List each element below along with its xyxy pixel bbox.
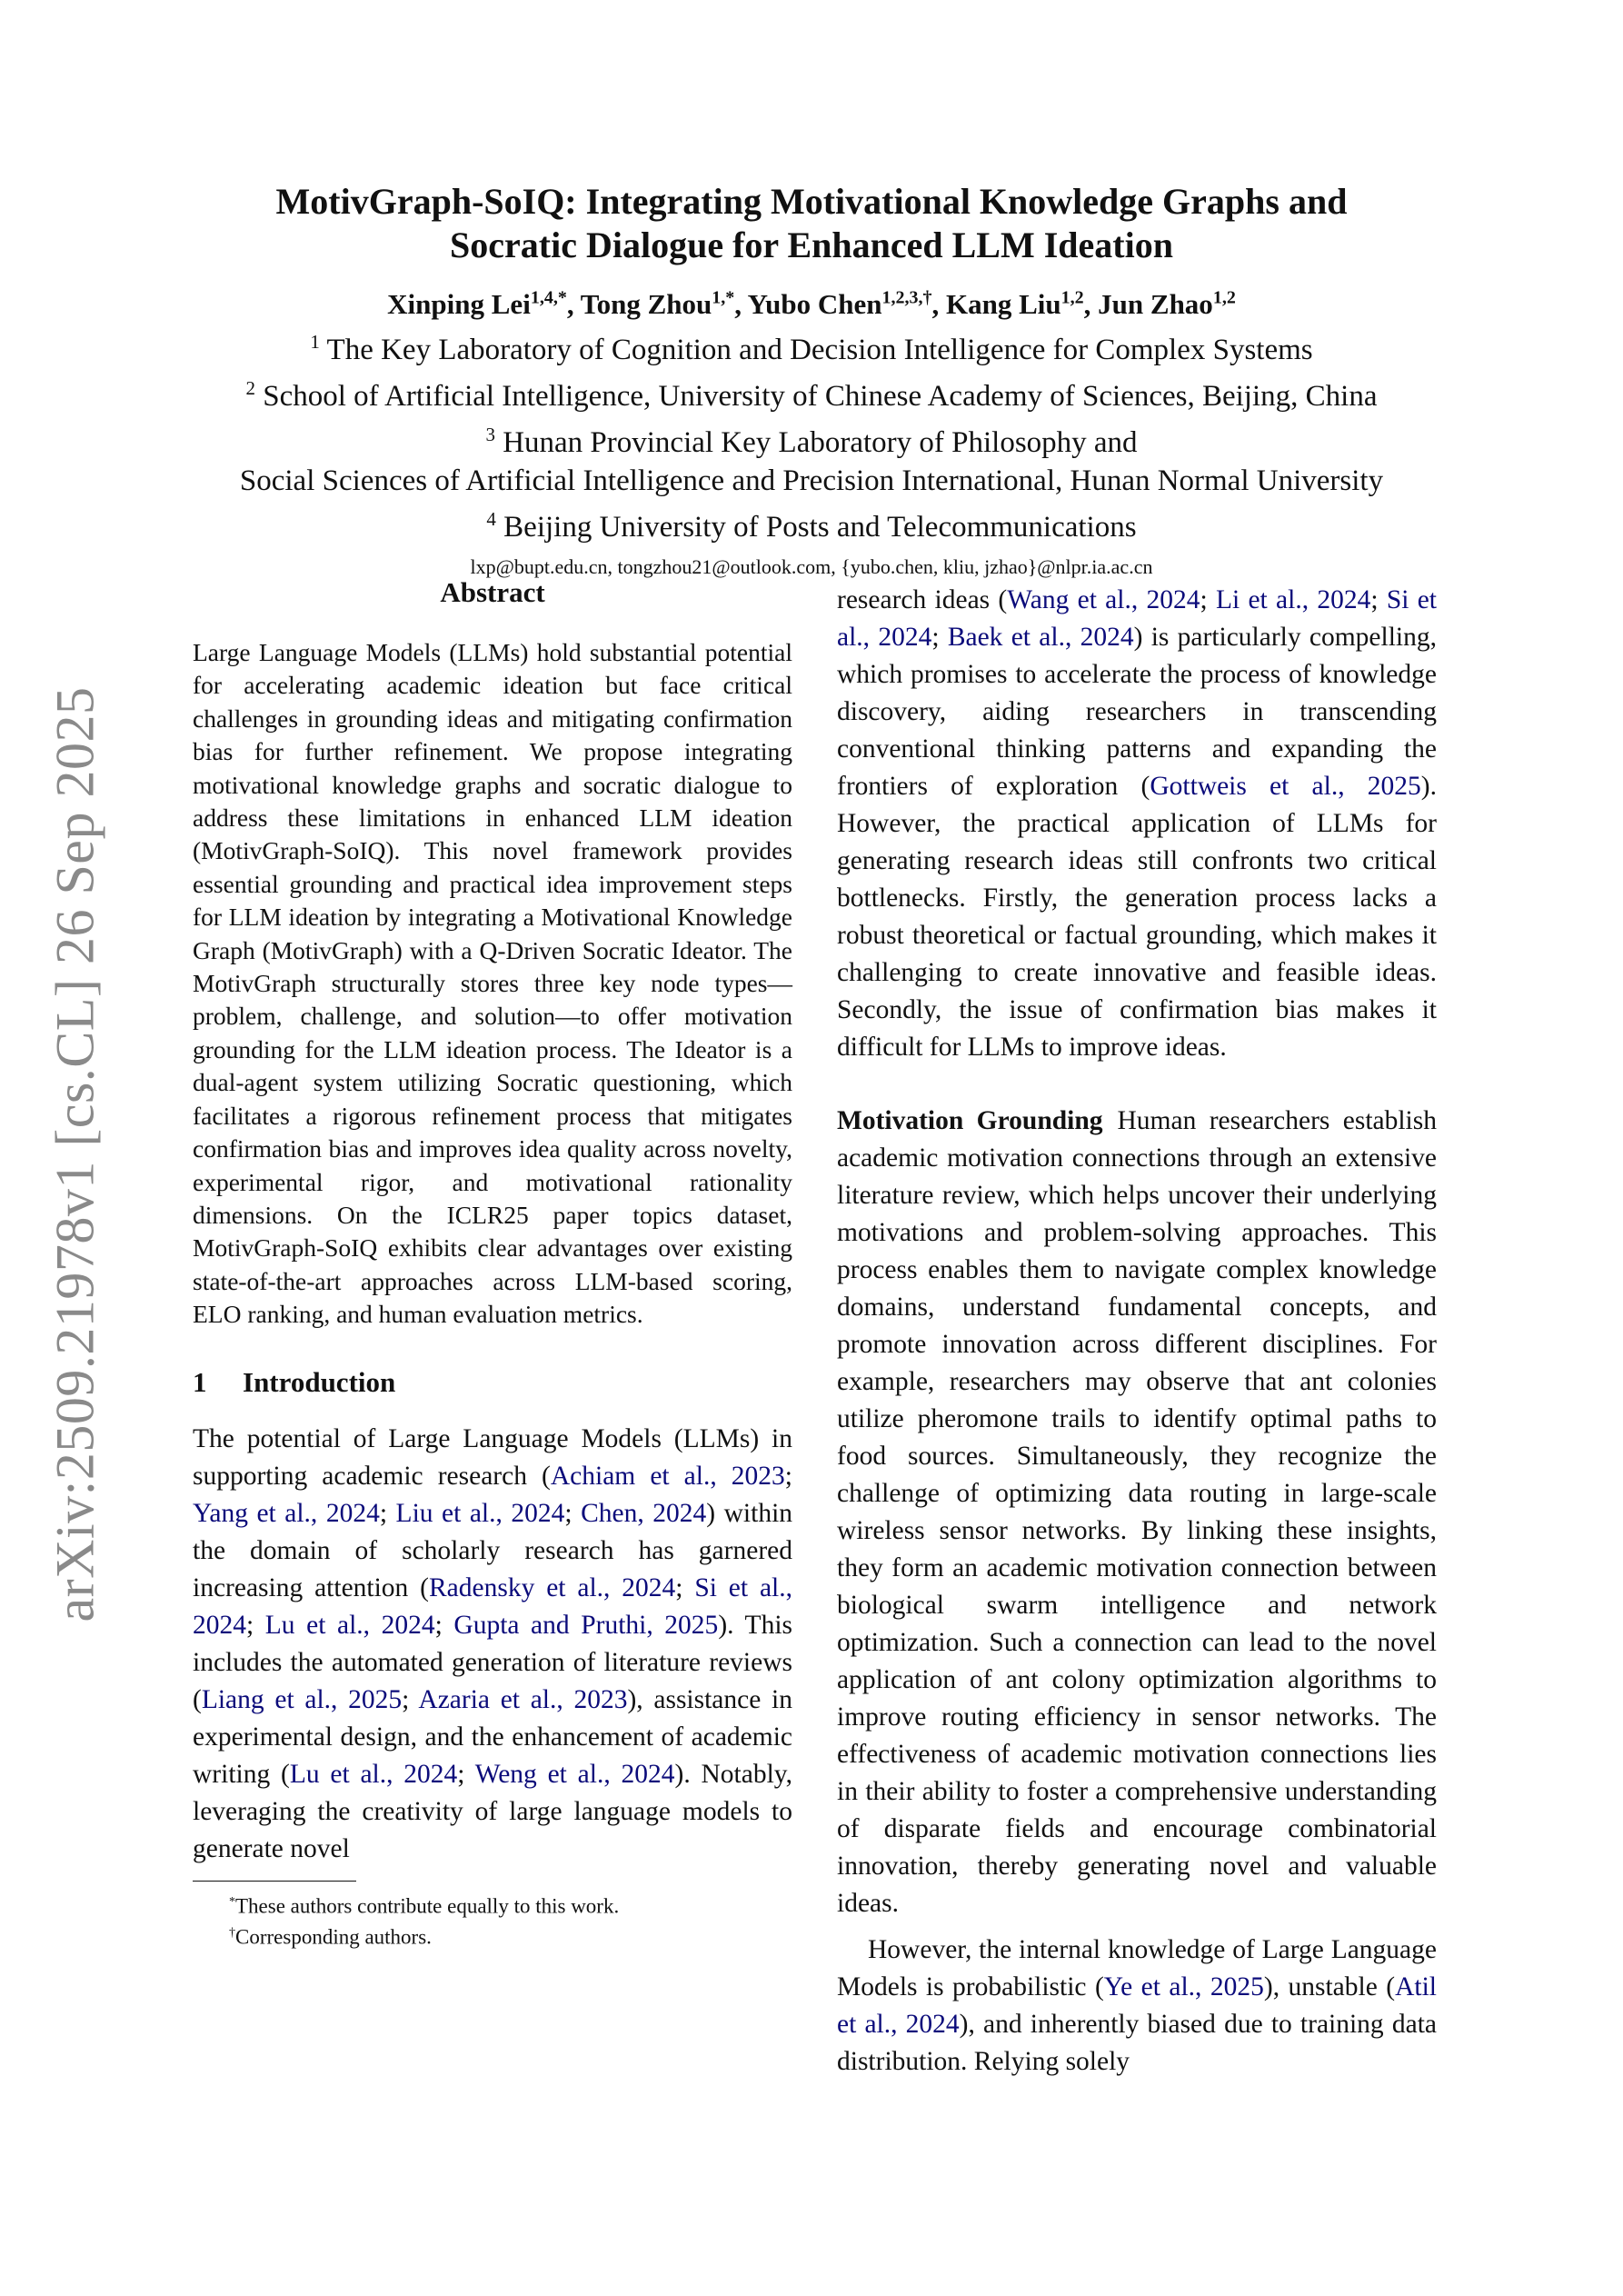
citation-link[interactable]: Si et al., 2024	[193, 1572, 792, 1640]
affiliation: $^3$ Hunan Provincial Key Laboratory of Philosophy and	[485, 424, 1138, 460]
arxiv-stamp-text: arXiv:2509.21978v1 [cs.CL] 26 Sep 2025	[45, 686, 105, 1622]
paper-title	[0, 180, 1623, 267]
affiliation: Social Sciences of Artificial Intelligence and Precision International, Hunan Normal University	[239, 464, 1384, 498]
intro-paragraph-3: However, the internal knowledge of Large Language Models is probabilistic (Ye et al., 2025), unstable (Atil et al., 2024), and inherently biased due to training data distribution. Relying solely	[837, 1935, 1437, 2076]
right-column	[837, 582, 1437, 2081]
author-emails: lxp@bupt.edu.cn, tongzhou21@outlook.com, {yubo.chen, kliu, jzhao}@nlpr.ia.ac.cn	[470, 555, 1153, 579]
citation-link[interactable]: Chen, 2024	[581, 1498, 707, 1528]
citation-link[interactable]: Achiam et al., 2023	[550, 1461, 785, 1491]
title-line-2: Socratic Dialogue for Enhanced LLM Ideation	[450, 225, 1173, 265]
citation-link[interactable]: Liang et al., 2025	[201, 1684, 403, 1714]
citation-link[interactable]: Liu et al., 2024	[395, 1498, 565, 1528]
footnote: *These authors contribute equally to this work.	[229, 1894, 620, 1918]
author: Kang Liu$^{1,2}$	[946, 288, 1084, 321]
left-column	[193, 573, 792, 1952]
author: Xinping Lei$^{1,4,*}$	[387, 288, 567, 321]
citation-link[interactable]: Gupta and Pruthi, 2025	[453, 1610, 719, 1640]
paper-header	[0, 180, 1623, 581]
affiliation: $^4$ Beijing University of Posts and Telecommunications	[486, 508, 1137, 544]
motivation-grounding-paragraph	[837, 1103, 1437, 1922]
motivation-text: Human researchers establish academic motivation connections through an extensive literature review, which helps uncover their underlying motivations and problem-solving approaches. This process enables them to navigate complex knowledge domains, understand fundamental concepts, and promote innovation across different disciplines. For example, researchers may observe that ant colonies utilize pheromone trails to identify optimal paths to food sources. Simultaneously, they recognize the challenge of optimizing data routing in large-scale wireless sensor networks. By linking these insights, they form an academic motivation connection between biological swarm intelligence and network optimization. Such a connection can lead to the novel application of ant colony optimization algorithms to improve routing efficiency in sensor networks. The effectiveness of academic motivation connections lies in their ability to foster a comprehensive understanding of disparate fields and encourage combinatorial innovation, thereby generating novel and valuable ideas.	[837, 1106, 1437, 1918]
arxiv-identifier-stamp	[44, 673, 107, 1636]
citation-link[interactable]: Yang et al., 2024	[193, 1498, 380, 1528]
title-line-1: MotivGraph-SoIQ: Integrating Motivational Knowledge Graphs and	[275, 181, 1348, 222]
footnote: †Corresponding authors.	[229, 1925, 432, 1949]
author: Jun Zhao$^{1,2}$	[1098, 288, 1236, 321]
citation-link[interactable]: Weng et al., 2024	[474, 1759, 675, 1789]
citation-link[interactable]: Li et al., 2024	[1215, 585, 1371, 614]
citation-link[interactable]: Lu et al., 2024	[264, 1610, 435, 1640]
abstract-heading: Abstract	[440, 576, 545, 608]
citation-link[interactable]: Gottweis et al., 2025	[1150, 772, 1421, 801]
affiliation: $^1$ The Key Laboratory of Cognition and Decision Intelligence for Complex Systems	[310, 331, 1313, 367]
citation-link[interactable]: Azaria et al., 2023	[418, 1684, 628, 1714]
author: Tong Zhou$^{1,*}$	[580, 288, 735, 321]
intro-paragraph-1-right: research ideas (Wang et al., 2024; Li et al., 2024; Si et al., 2024; Baek et al., 2024) is particularly compelling, which promises to accelerate the process of knowledge discovery, aiding researchers in transcending conventional thinking patterns and expanding the frontiers of exploration (Gottweis et al., 2025). However, the practical application of LLMs for generating research ideas still confronts two critical bottlenecks. Firstly, the generation process lacks a robust theoretical or factual grounding, which makes it challenging to create innovative and feasible ideas. Secondly, the issue of confirmation bias makes it difficult for LLMs to improve ideas.	[837, 585, 1437, 1062]
citation-link[interactable]: Ye et al., 2025	[1103, 1972, 1264, 2002]
citation-link[interactable]: Radensky et al., 2024	[429, 1572, 676, 1602]
citation-link[interactable]: Atil et al., 2024	[837, 1972, 1437, 2039]
abstract-text: Large Language Models (LLMs) hold substantial potential for accelerating academic ideation but face critical challenges in grounding ideas and mitigating confirmation bias for further refinement. We propose integrating motivational knowledge graphs and socratic dialogue to address these limitations in enhanced LLM ideation (MotivGraph-SoIQ). This novel framework provides essential grounding and practical idea improvement steps for LLM ideation by integrating a Motivational Knowledge Graph (MotivGraph) with a Q-Driven Socratic Ideator. The MotivGraph structurally stores three key node types—problem, challenge, and solution—to offer motivation grounding for the LLM ideation process. The Ideator is a dual-agent system utilizing Socratic questioning, which facilitates a rigorous refinement process that mitigates confirmation bias and improves idea quality across novelty, experimental rigor, and motivational rationality dimensions. On the ICLR25 paper topics dataset, MotivGraph-SoIQ exhibits clear advantages over existing state-of-the-art approaches across LLM-based scoring, ELO ranking, and human evaluation metrics.	[193, 638, 792, 1329]
citation-link[interactable]: Baek et al., 2024	[947, 623, 1134, 652]
section-number: 1	[193, 1365, 207, 1398]
citation-link[interactable]: Lu et al., 2024	[289, 1759, 458, 1789]
section-title: Introduction	[243, 1365, 396, 1398]
paragraph-run-in-heading: Motivation Grounding	[837, 1106, 1103, 1135]
citation-link[interactable]: Wang et al., 2024	[1007, 585, 1200, 614]
intro-paragraph-1-left: The potential of Large Language Models (LLMs) in supporting academic research (Achiam et al., 2023; Yang et al., 2024; Liu et al., 2024; Chen, 2024) within the domain of scholarly research has garnered increasing attention (Radensky et al., 2024; Si et al., 2024; Lu et al., 2024; Gupta and Pruthi, 2025). This includes the automated generation of literature reviews (Liang et al., 2025; Azaria et al., 2023), assistance in experimental design, and the enhancement of academic writing (Lu et al., 2024; Weng et al., 2024). Notably, leveraging the creativity of large language models to generate novel	[193, 1423, 793, 1863]
footnote-divider	[193, 1881, 356, 1882]
affiliation: $^2$ School of Artificial Intelligence, University of Chinese Academy of Sciences, Beijing, China	[245, 377, 1378, 414]
footnotes	[193, 1889, 792, 1952]
citation-link[interactable]: Si et al., 2024	[837, 585, 1437, 652]
author-list: Xinping Lei$^{1,4,*}$, Tong Zhou$^{1,*}$, Yubo Chen$^{1,2,3,\dagger}$, Kang Liu$^{1,2}$, Jun Zhao$^{1,2}$	[387, 288, 1236, 321]
section-heading-introduction	[193, 1364, 792, 1401]
author: Yubo Chen$^{1,2,3,\dagger}$	[747, 288, 932, 321]
